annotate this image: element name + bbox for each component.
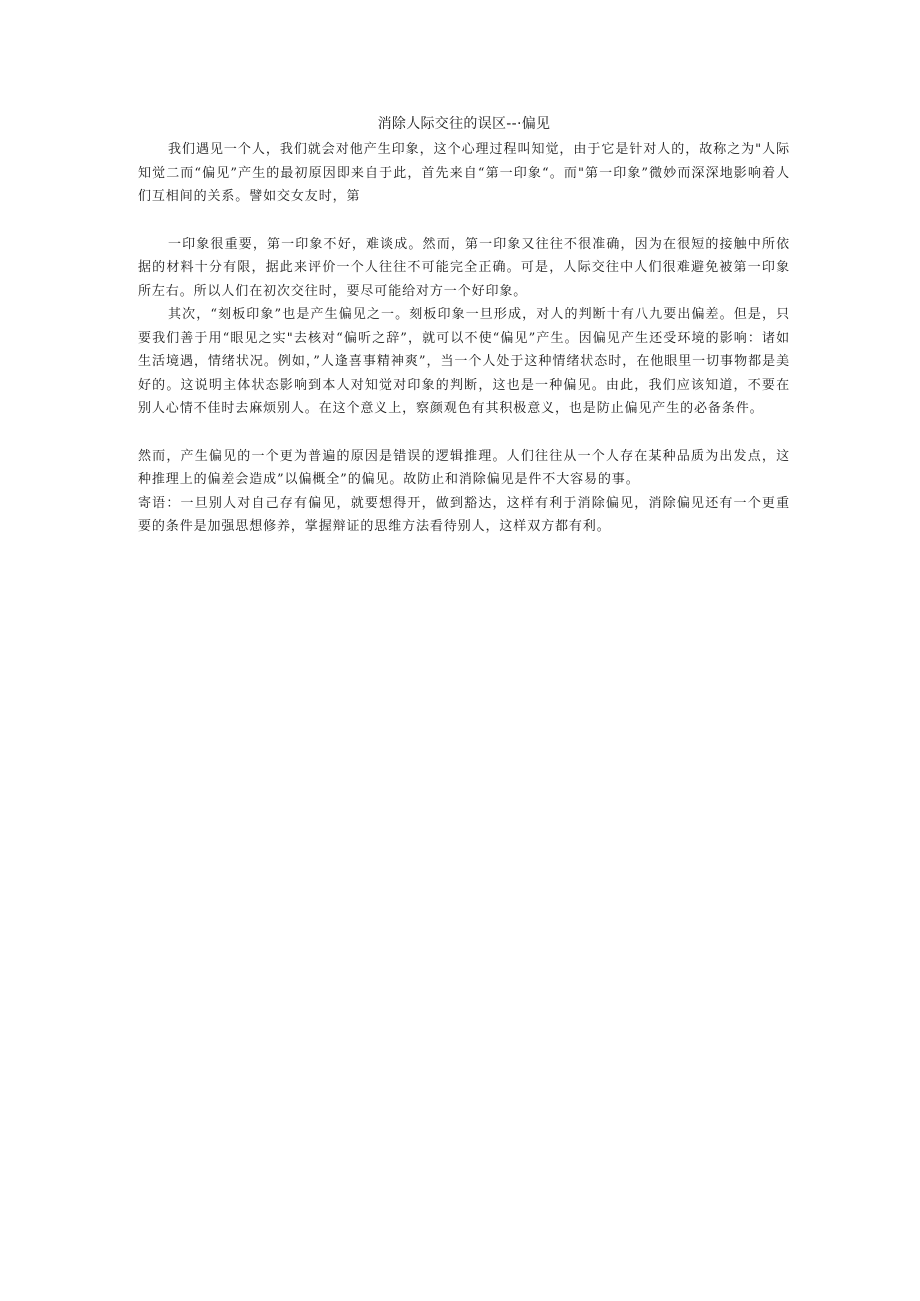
paragraph-faulty-reasoning: 然而，产生偏见的一个更为普遍的原因是错误的逻辑推理。人们往往从一个人存在某种品质为出发点，这种推理上的偏差会造成”以偏概全”的偏见。故防止和消除偏见是件不大容易的事。 bbox=[138, 448, 790, 487]
document-title: 消除人际交往的误区--·偏见 bbox=[377, 116, 551, 132]
paragraph-first-impression-intro: 我们遇见一个人，我们就会对他产生印象，这个心理过程叫知觉，由于它是针对人的，故称之为"人际知觉二而“偏见”产生的最初原因即来自于此，首先来自“第一印象“。而"第一印象”微妙而深深地影响着人们互相间的关系。譬如交女友时，第 bbox=[138, 142, 790, 204]
paragraph-closing-advice: 寄语：一旦别人对自己存有偏见，就要想得开，做到豁达，这样有利于消除偏见，消除偏见还有一个更重要的条件是加强思想修养，掌握辩证的思维方法看待别人，这样双方都有利。 bbox=[138, 495, 790, 534]
paragraph-stereotype: 其次，“刻板印象”也是产生偏见之一。刻板印象一旦形成，对人的判断十有八九要出偏差。但是，只要我们善于用“眼见之实"去核对“偏听之辞”，就可以不使“偏见”产生。因偏见产生还受环境的影响：诸如生活境遇，情绪状况。例如，”人逢喜事精神爽”，当一个人处于这种情绪状态时，在他眼里一切事物都是美好的。这说明主体状态影响到本人对知觉对印象的判断，这也是一种偏见。由此，我们应该知道，不要在别人心情不佳时去麻烦别人。在这个意义上，察颜观色有其积极意义，也是防止偏见产生的必备条件。 bbox=[138, 307, 790, 416]
document-body bbox=[138, 112, 790, 539]
paragraph-first-impression: 一印象很重要，第一印象不好，难谈成。然而，第一印象又往往不很准确，因为在很短的接触中所依据的材料十分有限，据此来评价一个人往往不可能完全正确。可是，人际交往中人们很难避免被第一印象所左右。所以人们在初次交往时，要尽可能给对方一个好印象。 bbox=[138, 236, 790, 299]
